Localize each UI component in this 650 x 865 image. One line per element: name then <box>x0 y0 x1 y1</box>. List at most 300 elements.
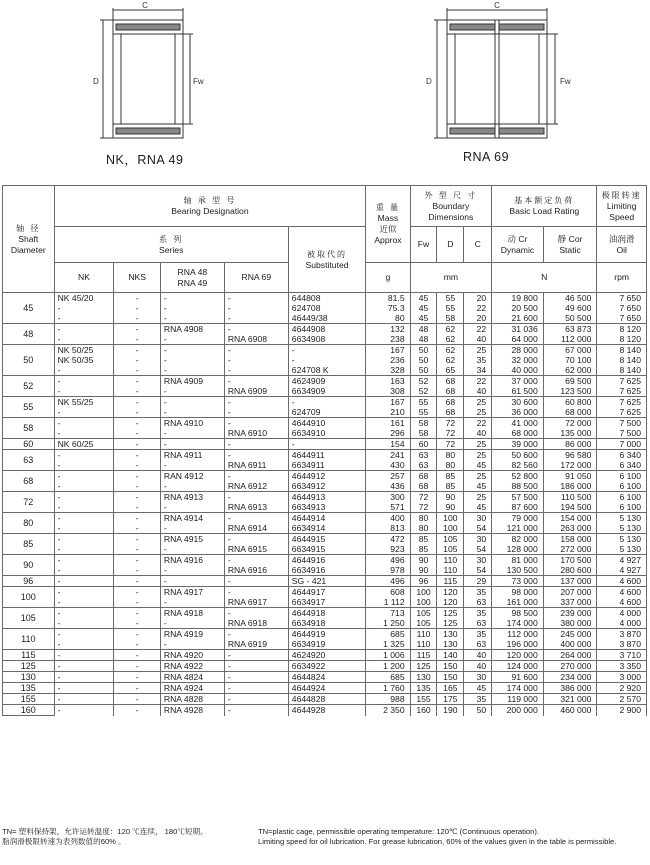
substituted-cell: 4644908 <box>288 324 365 335</box>
mass-cell: 241 <box>366 450 410 461</box>
shaft-diameter-cell: 160 <box>3 705 55 716</box>
nk-cell: - <box>54 576 114 587</box>
rna69-cell: - <box>224 492 288 503</box>
shaft-diameter-cell: 52 <box>3 376 55 397</box>
rna48-49-cell: RNA 4918 <box>160 608 224 619</box>
cr-cell: 98 000 <box>492 587 544 598</box>
speed-cell: 3 870 <box>597 629 647 640</box>
d-cell: 130 <box>437 629 464 640</box>
mass-cell: 978 <box>366 565 410 576</box>
nks-cell: - <box>114 629 160 640</box>
caption-nk-rna49: NK，RNA 49 <box>106 153 184 167</box>
substituted-cell: 4644924 <box>288 683 365 694</box>
c-cell: 40 <box>464 334 492 345</box>
cr-cell: 39 000 <box>492 439 544 450</box>
table-row <box>3 513 647 524</box>
table-row <box>3 565 647 576</box>
cor-cell: 337 000 <box>543 597 597 608</box>
mass-cell: 608 <box>366 587 410 598</box>
table-row <box>3 650 647 661</box>
fw-cell: 135 <box>410 683 437 694</box>
fw-cell: 68 <box>410 471 437 482</box>
rna48-49-cell: - <box>160 565 224 576</box>
substituted-cell: 6634911 <box>288 460 365 471</box>
c-cell: 63 <box>464 618 492 629</box>
rna69-cell: - <box>224 694 288 705</box>
cr-cell: 50 600 <box>492 450 544 461</box>
fw-cell: 130 <box>410 672 437 683</box>
c-cell: 22 <box>464 418 492 429</box>
speed-cell: 3 870 <box>597 639 647 650</box>
table-row <box>3 492 647 503</box>
substituted-cell: 6634908 <box>288 334 365 345</box>
mass-cell: 257 <box>366 471 410 482</box>
nk-cell: - <box>54 365 114 376</box>
cor-cell: 46 500 <box>543 293 597 304</box>
cr-cell: 130 500 <box>492 565 544 576</box>
mass-cell: 1 200 <box>366 661 410 672</box>
shaft-diameter-cell: 155 <box>3 694 55 705</box>
mass-cell: 296 <box>366 428 410 439</box>
d-cell: 110 <box>437 555 464 566</box>
rna48-49-cell: RNA 4916 <box>160 555 224 566</box>
nks-cell: - <box>114 303 160 313</box>
c-cell: 45 <box>464 683 492 694</box>
nk-cell: - <box>54 386 114 397</box>
speed-unit: rpm <box>597 263 647 293</box>
d-cell: 80 <box>437 460 464 471</box>
nks-cell: - <box>114 386 160 397</box>
rna69-cell: - <box>224 397 288 408</box>
cr-cell: 119 000 <box>492 694 544 705</box>
cor-cell: 70 100 <box>543 355 597 365</box>
load-unit: N <box>492 263 597 293</box>
cr-cell: 28 000 <box>492 345 544 356</box>
right-fw-label: Fw <box>560 77 571 86</box>
rna48-49-cell: - <box>160 618 224 629</box>
rna48-49-cell: - <box>160 303 224 313</box>
rna69-cell: - <box>224 576 288 587</box>
substituted-cell: 624708 <box>288 303 365 313</box>
cr-cell: 20 500 <box>492 303 544 313</box>
caption-rna69: RNA 69 <box>463 150 510 164</box>
rna48-49-cell: RNA 4924 <box>160 683 224 694</box>
c-cell: 25 <box>464 407 492 418</box>
mass-cell: 685 <box>366 672 410 683</box>
cr-cell: 79 000 <box>492 513 544 524</box>
speed-cell: 7 000 <box>597 439 647 450</box>
substituted-cell: 4624909 <box>288 376 365 387</box>
cr-cell: 37 000 <box>492 376 544 387</box>
table-row <box>3 587 647 598</box>
shaft-diameter-cell: 130 <box>3 672 55 683</box>
nk-cell: - <box>54 471 114 482</box>
cr-cell: 32 000 <box>492 355 544 365</box>
nks-cell: - <box>114 608 160 619</box>
fw-cell: 105 <box>410 618 437 629</box>
nk-cell: - <box>54 492 114 503</box>
rna48-49-cell: - <box>160 386 224 397</box>
shaft-diameter-cell: 105 <box>3 608 55 629</box>
mass-cell: 713 <box>366 608 410 619</box>
fw-cell: 45 <box>410 303 437 313</box>
nks-cell: - <box>114 324 160 335</box>
table-row <box>3 460 647 471</box>
table-row <box>3 661 647 672</box>
shaft-diameter-cell: 90 <box>3 555 55 576</box>
rna48-49-cell: RNA 4922 <box>160 661 224 672</box>
cor-cell: 239 000 <box>543 608 597 619</box>
fw-cell: 50 <box>410 365 437 376</box>
mass-cell: 167 <box>366 397 410 408</box>
cr-cell: 52 800 <box>492 471 544 482</box>
nk-cell: - <box>54 597 114 608</box>
rna69-cell: RNA 6917 <box>224 597 288 608</box>
substituted-cell: - <box>288 345 365 356</box>
d-cell: 120 <box>437 597 464 608</box>
substituted-cell: SG - 421 <box>288 576 365 587</box>
nks-cell: - <box>114 397 160 408</box>
mass-cell: 81.5 <box>366 293 410 304</box>
c-cell: 35 <box>464 355 492 365</box>
cor-cell: 69 500 <box>543 376 597 387</box>
nks-cell: - <box>114 523 160 534</box>
substituted-cell: 6634913 <box>288 502 365 513</box>
nks-cell: - <box>114 492 160 503</box>
d-cell: 72 <box>437 428 464 439</box>
rna69-cell: - <box>224 439 288 450</box>
rna69-cell: RNA 6911 <box>224 460 288 471</box>
cr-cell: 121 000 <box>492 523 544 534</box>
substituted-cell: 4644912 <box>288 471 365 482</box>
rna69-cell: RNA 6908 <box>224 334 288 345</box>
nk-cell: - <box>54 672 114 683</box>
rna69-cell: - <box>224 365 288 376</box>
c-cell: 54 <box>464 565 492 576</box>
fw-cell: 115 <box>410 650 437 661</box>
cr-cell: 88 500 <box>492 481 544 492</box>
cr-cell: 174 000 <box>492 683 544 694</box>
speed-cell: 7 650 <box>597 303 647 313</box>
rna48-49-cell: - <box>160 397 224 408</box>
footnote-en-line2: Limiting speed for oil lubrication. For grease lubrication, 60% of the values given in the table is permissible. <box>258 837 617 846</box>
substituted-cell: 4644919 <box>288 629 365 640</box>
series-header: 系 列 Series <box>54 227 288 263</box>
nk-cell: - <box>54 629 114 640</box>
speed-cell: 5 130 <box>597 544 647 555</box>
cr-cell: 128 000 <box>492 544 544 555</box>
table-row <box>3 523 647 534</box>
table-row <box>3 397 647 408</box>
cor-cell: 263 000 <box>543 523 597 534</box>
d-cell: 68 <box>437 376 464 387</box>
substituted-cell: - <box>288 397 365 408</box>
speed-cell: 7 500 <box>597 428 647 439</box>
speed-cell: 7 650 <box>597 293 647 304</box>
speed-cell: 4 600 <box>597 576 647 587</box>
rna69-cell: - <box>224 471 288 482</box>
table-row <box>3 471 647 482</box>
rna69-cell: - <box>224 534 288 545</box>
speed-cell: 4 000 <box>597 618 647 629</box>
cor-cell: 380 000 <box>543 618 597 629</box>
rna69-cell: - <box>224 450 288 461</box>
rna69-cell: - <box>224 407 288 418</box>
rna48-49-cell: RNA 4928 <box>160 705 224 716</box>
fw-cell: 63 <box>410 450 437 461</box>
nks-cell: - <box>114 407 160 418</box>
nk-cell: - <box>54 428 114 439</box>
rna48-49-cell: - <box>160 439 224 450</box>
limiting-speed-header: 极限转速 Limiting Speed <box>597 186 647 227</box>
substituted-cell: 4644916 <box>288 555 365 566</box>
rna69-cell: - <box>224 705 288 716</box>
speed-cell: 3 350 <box>597 661 647 672</box>
d-cell: 100 <box>437 513 464 524</box>
mass-cell: 328 <box>366 365 410 376</box>
rna69-cell: - <box>224 376 288 387</box>
substituted-cell: 4644917 <box>288 587 365 598</box>
d-cell: 85 <box>437 471 464 482</box>
mass-cell: 988 <box>366 694 410 705</box>
rna69-cell: - <box>224 672 288 683</box>
nks-cell: - <box>114 683 160 694</box>
d-cell: 65 <box>437 365 464 376</box>
shaft-diameter-cell: 85 <box>3 534 55 555</box>
cor-cell: 72 000 <box>543 418 597 429</box>
shaft-diameter-cell: 50 <box>3 345 55 376</box>
d-cell: 175 <box>437 694 464 705</box>
speed-cell: 8 140 <box>597 365 647 376</box>
d-cell: 190 <box>437 705 464 716</box>
cor-cell: 280 600 <box>543 565 597 576</box>
cr-cell: 200 000 <box>492 705 544 716</box>
rna48-49-cell: - <box>160 313 224 324</box>
fw-cell: 90 <box>410 555 437 566</box>
rna69-cell: - <box>224 418 288 429</box>
speed-cell: 4 927 <box>597 565 647 576</box>
d-cell: 115 <box>437 576 464 587</box>
nks-header: NKS <box>114 263 160 293</box>
substituted-cell: 4644824 <box>288 672 365 683</box>
table-row <box>3 534 647 545</box>
cor-cell: 245 000 <box>543 629 597 640</box>
nks-cell: - <box>114 639 160 650</box>
fw-cell: 52 <box>410 376 437 387</box>
nks-cell: - <box>114 460 160 471</box>
c-cell: 40 <box>464 661 492 672</box>
c-cell: 35 <box>464 629 492 640</box>
substituted-cell: 4644913 <box>288 492 365 503</box>
speed-cell: 7 625 <box>597 397 647 408</box>
nks-cell: - <box>114 544 160 555</box>
table-row <box>3 576 647 587</box>
d-cell: 110 <box>437 565 464 576</box>
shaft-diameter-cell: 115 <box>3 650 55 661</box>
right-c-label: C <box>494 1 500 10</box>
substituted-cell: 4644910 <box>288 418 365 429</box>
nk-cell: - <box>54 639 114 650</box>
d-cell: 58 <box>437 313 464 324</box>
cr-cell: 61 500 <box>492 386 544 397</box>
c-cell: 22 <box>464 324 492 335</box>
nk-cell: - <box>54 683 114 694</box>
cr-cell: 73 000 <box>492 576 544 587</box>
cor-cell: 170 500 <box>543 555 597 566</box>
substituted-cell: 6634914 <box>288 523 365 534</box>
cr-cell: 81 000 <box>492 555 544 566</box>
speed-cell: 4 927 <box>597 555 647 566</box>
d-cell: 62 <box>437 355 464 365</box>
cr-cell: 174 000 <box>492 618 544 629</box>
nk-cell: - <box>54 650 114 661</box>
cr-cell: 124 000 <box>492 661 544 672</box>
mass-cell: 436 <box>366 481 410 492</box>
speed-cell: 5 130 <box>597 534 647 545</box>
cor-header: 静 Cor Static <box>543 227 597 263</box>
c-cell: 25 <box>464 345 492 356</box>
rna48-49-cell: - <box>160 523 224 534</box>
footnote-en <box>258 827 616 847</box>
load-rating-header: 基本额定负荷 Basic Load Rating <box>492 186 597 227</box>
nks-cell: - <box>114 705 160 716</box>
shaft-diameter-cell: 110 <box>3 629 55 650</box>
c-cell: 50 <box>464 705 492 716</box>
rna48-49-cell: RNA 4910 <box>160 418 224 429</box>
cor-cell: 91 050 <box>543 471 597 482</box>
nk-cell: - <box>54 694 114 705</box>
c-cell: 40 <box>464 650 492 661</box>
rna69-cell: RNA 6914 <box>224 523 288 534</box>
c-cell: 45 <box>464 460 492 471</box>
table-row <box>3 629 647 640</box>
fw-cell: 100 <box>410 597 437 608</box>
speed-cell: 6 100 <box>597 481 647 492</box>
rna48-49-cell: - <box>160 597 224 608</box>
mass-cell: 685 <box>366 629 410 640</box>
speed-cell: 2 570 <box>597 694 647 705</box>
d-cell: 55 <box>437 293 464 304</box>
table-row <box>3 439 647 450</box>
cor-cell: 158 000 <box>543 534 597 545</box>
boundary-dimensions-header: 外 型 尺 寸 Boundary Dimensions <box>410 186 492 227</box>
rna69-cell: RNA 6909 <box>224 386 288 397</box>
nks-cell: - <box>114 376 160 387</box>
fw-cell: 48 <box>410 334 437 345</box>
cor-cell: 49 600 <box>543 303 597 313</box>
bearing-drawings <box>0 0 650 185</box>
d-cell: 62 <box>437 324 464 335</box>
speed-cell: 8 120 <box>597 324 647 335</box>
nk-cell: - <box>54 324 114 335</box>
cr-cell: 31 036 <box>492 324 544 335</box>
shaft-diameter-cell: 63 <box>3 450 55 471</box>
cr-cell: 91 600 <box>492 672 544 683</box>
rna69-cell: - <box>224 324 288 335</box>
mass-cell: 167 <box>366 345 410 356</box>
table-row <box>3 376 647 387</box>
nk-cell: - <box>54 565 114 576</box>
c-cell: 20 <box>464 313 492 324</box>
fw-cell: 80 <box>410 513 437 524</box>
nks-cell: - <box>114 513 160 524</box>
mass-cell: 210 <box>366 407 410 418</box>
cor-cell: 63 873 <box>543 324 597 335</box>
nk-cell: - <box>54 534 114 545</box>
fw-cell: 100 <box>410 587 437 598</box>
bearing-spec-table <box>2 185 647 716</box>
c-cell: 22 <box>464 376 492 387</box>
cor-cell: 400 000 <box>543 639 597 650</box>
mass-cell: 1 325 <box>366 639 410 650</box>
rna48-49-cell: - <box>160 407 224 418</box>
nks-cell: - <box>114 334 160 345</box>
nks-cell: - <box>114 365 160 376</box>
d-cell: 62 <box>437 345 464 356</box>
rna48-49-cell: - <box>160 428 224 439</box>
d-cell: 120 <box>437 587 464 598</box>
shaft-diameter-cell: 45 <box>3 293 55 324</box>
speed-cell: 8 140 <box>597 345 647 356</box>
table-row <box>3 555 647 566</box>
c-cell: 45 <box>464 481 492 492</box>
fw-cell: 110 <box>410 639 437 650</box>
table-row <box>3 705 647 716</box>
nk-cell: - <box>54 303 114 313</box>
mass-header: 重 量 Mass 近似 Approx <box>366 186 410 263</box>
cr-cell: 57 500 <box>492 492 544 503</box>
speed-cell: 6 340 <box>597 450 647 461</box>
rna48-49-cell: RNA 4913 <box>160 492 224 503</box>
fw-cell: 55 <box>410 397 437 408</box>
rna48-49-cell: RNA 4914 <box>160 513 224 524</box>
nk-cell: - <box>54 407 114 418</box>
rna48-49-cell: - <box>160 293 224 304</box>
d-cell: 150 <box>437 672 464 683</box>
cr-header: 动 Cr Dynamic <box>492 227 544 263</box>
rna48-49-cell: - <box>160 576 224 587</box>
shaft-diameter-cell: 100 <box>3 587 55 608</box>
speed-cell: 5 130 <box>597 523 647 534</box>
d-cell: 80 <box>437 450 464 461</box>
table-row <box>3 618 647 629</box>
c-cell: 63 <box>464 597 492 608</box>
mass-cell: 161 <box>366 418 410 429</box>
speed-cell: 8 120 <box>597 334 647 345</box>
substituted-cell: - <box>288 355 365 365</box>
rna69-cell: - <box>224 629 288 640</box>
table-row <box>3 597 647 608</box>
nk-cell: NK 45/20 <box>54 293 114 304</box>
rna69-cell: - <box>224 345 288 356</box>
mass-cell: 236 <box>366 355 410 365</box>
mass-cell: 154 <box>366 439 410 450</box>
mass-cell: 2 350 <box>366 705 410 716</box>
fw-cell: 48 <box>410 324 437 335</box>
shaft-diameter-cell: 135 <box>3 683 55 694</box>
nk-cell: - <box>54 661 114 672</box>
nk-cell: - <box>54 618 114 629</box>
speed-cell: 6 100 <box>597 502 647 513</box>
cor-cell: 272 000 <box>543 544 597 555</box>
nks-cell: - <box>114 618 160 629</box>
cor-cell: 194 500 <box>543 502 597 513</box>
nks-cell: - <box>114 650 160 661</box>
footnote-zh-line2: 脂润滑极限转速为表列数值的60% 。 <box>2 837 126 846</box>
mass-cell: 132 <box>366 324 410 335</box>
fw-cell: 60 <box>410 439 437 450</box>
fw-cell: 96 <box>410 576 437 587</box>
